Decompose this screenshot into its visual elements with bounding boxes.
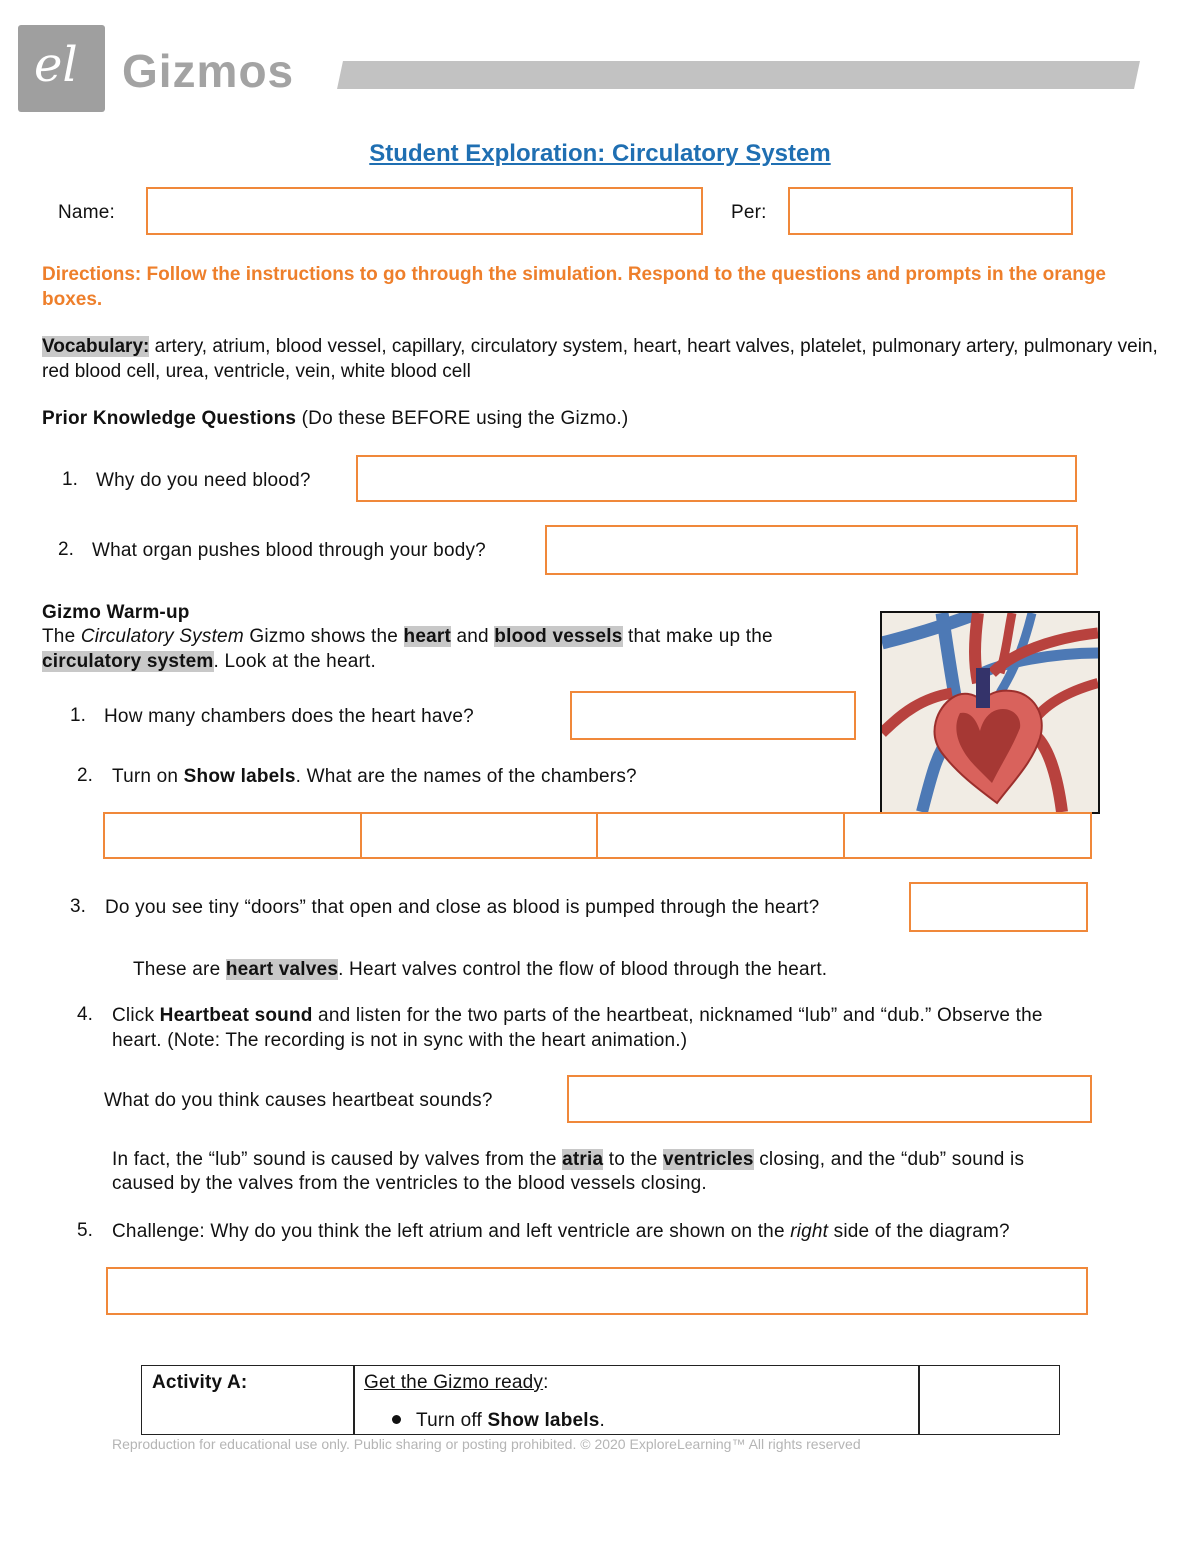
wu-q5-number: 5. [77, 1220, 93, 1241]
heartbeat-answer-box[interactable] [567, 1075, 1092, 1123]
wu-q1-answer-box[interactable] [570, 691, 856, 740]
heart-illustration [882, 613, 1098, 812]
pk-q1-answer-box[interactable] [356, 455, 1077, 502]
activity-a-label: Activity A: [152, 1372, 248, 1393]
logo-el-icon: el [34, 37, 78, 93]
chamber-answer-box-3[interactable] [596, 812, 845, 859]
warmup-intro: The Circulatory System Gizmo shows the heart and blood vessels that make up the [42, 626, 773, 647]
per-label: Per: [731, 202, 767, 223]
name-input[interactable] [146, 187, 703, 235]
pk-q1-text: Why do you need blood? [96, 470, 311, 491]
pk-q2-text: What organ pushes blood through your body? [92, 540, 486, 561]
bullet-dot-icon [392, 1415, 401, 1424]
chamber-answer-box-2[interactable] [360, 812, 598, 859]
vocabulary-terms: artery, atrium, blood vessel, capillary, circulatory system, heart, heart valves, platelet, pulmonary artery, pulmonary vein, red blood cell, urea, ventricle, vein, white blood cell [42, 336, 1158, 382]
lub-dub-fact-line2: caused by the valves from the ventricles to the blood vessels closing. [112, 1173, 707, 1194]
warmup-heading: Gizmo Warm-up [42, 602, 190, 623]
wu-q3-text: Do you see tiny “doors” that open and close as blood is pumped through the heart? [105, 897, 820, 918]
wu-q1-number: 1. [70, 705, 86, 726]
heart-image [880, 611, 1100, 814]
activity-bullet-text: Turn off Show labels. [416, 1410, 606, 1431]
header-bar [337, 61, 1140, 89]
footer-copyright: Reproduction for educational use only. Public sharing or posting prohibited. © 2020 ExploreLearning™ All rights reserved [112, 1436, 861, 1452]
activity-a-table [141, 1365, 1060, 1435]
wu-q2-number: 2. [77, 765, 93, 786]
wu-q3-number: 3. [70, 896, 86, 917]
chamber-answer-box-1[interactable] [103, 812, 362, 859]
wu-q4-text-line2: heart. (Note: The recording is not in sync with the heart animation.) [112, 1030, 688, 1051]
logo-badge [18, 25, 105, 112]
pk-q1-number: 1. [62, 469, 78, 490]
heart-valves-note: These are heart valves. Heart valves control the flow of blood through the heart. [133, 959, 828, 980]
wu-q2-text: Turn on Show labels. What are the names of the chambers? [112, 766, 637, 787]
directions-text: Directions: Follow the instructions to go through the simulation. Respond to the questions and prompts in the orange boxes. [42, 264, 1106, 310]
wu-q5-answer-box[interactable] [106, 1267, 1088, 1315]
wu-q4-text: Click Heartbeat sound and listen for the two parts of the heartbeat, nicknamed “lub” and “dub.” Observe the [112, 1005, 1043, 1026]
vocabulary-label: Vocabulary: [42, 336, 150, 357]
lub-dub-fact: In fact, the “lub” sound is caused by valves from the atria to the ventricles closing, and the “dub” sound is [112, 1149, 1025, 1170]
vocabulary [42, 334, 1167, 384]
brand-name: Gizmos [122, 45, 295, 97]
period-input[interactable] [788, 187, 1073, 235]
wu-q4-number: 4. [77, 1004, 93, 1025]
heartbeat-prompt: What do you think causes heartbeat sounds? [104, 1090, 493, 1111]
wu-q5-text: Challenge: Why do you think the left atrium and left ventricle are shown on the right side of the diagram? [112, 1221, 1010, 1242]
wu-q3-answer-box[interactable] [909, 882, 1088, 932]
pk-q2-number: 2. [58, 539, 74, 560]
wu-q1-text: How many chambers does the heart have? [104, 706, 474, 727]
page-title: Student Exploration: Circulatory System [369, 140, 831, 167]
warmup-intro-line2: circulatory system. Look at the heart. [42, 651, 376, 672]
chamber-answer-box-4[interactable] [843, 812, 1092, 859]
prior-knowledge-heading: Prior Knowledge Questions (Do these BEFORE using the Gizmo.) [42, 408, 629, 429]
get-ready-heading: Get the Gizmo ready: [364, 1372, 549, 1393]
pk-q2-answer-box[interactable] [545, 525, 1078, 575]
name-label: Name: [58, 202, 115, 223]
